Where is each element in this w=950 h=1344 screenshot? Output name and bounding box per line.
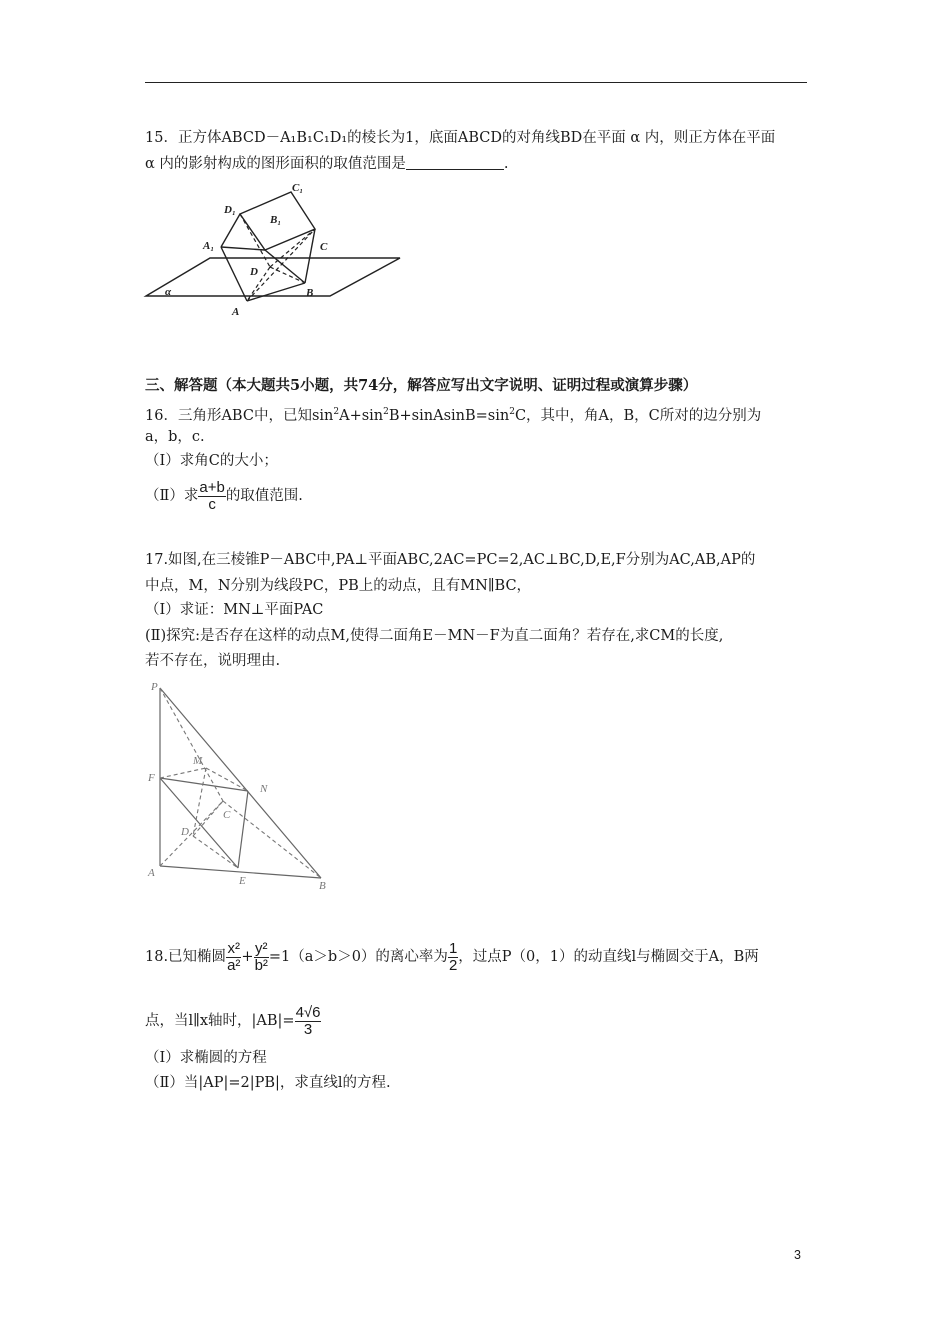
label-C1: C₁ xyxy=(292,183,304,194)
label-B1: B₁ xyxy=(270,214,282,226)
frac-numerator: x² xyxy=(227,939,240,957)
label-E: E xyxy=(239,875,246,887)
q16-sup-c: 2 xyxy=(509,407,515,417)
q18-text-b: =1（a＞b＞0）的离心率为 xyxy=(268,949,448,965)
q18-part2: （Ⅱ）当|AP|=2|PB|，求直线l的方程. xyxy=(145,1075,391,1091)
fraction-x2-over-a2 xyxy=(226,941,241,974)
header-rule xyxy=(145,82,807,83)
page-number: 3 xyxy=(794,1248,801,1262)
label-C: C xyxy=(223,809,231,821)
q16-line2: a，b，c. xyxy=(145,429,205,445)
q16-sup-b: 2 xyxy=(383,407,389,417)
q16-part2-text: （Ⅱ）求 xyxy=(145,488,199,504)
q18-text-a: 18.已知椭圆 xyxy=(145,949,227,965)
section-heading: 三、解答题（本大题共5小题，共74分，解答应写出文字说明、证明过程或演算步骤） xyxy=(145,377,698,394)
q18-part1: （Ⅰ）求椭圆的方程 xyxy=(145,1050,267,1066)
label-D: D xyxy=(250,266,258,278)
q16-part2 xyxy=(145,478,303,514)
q16-sup-a: 2 xyxy=(333,407,340,417)
q18-text-d: 点，当l∥x轴时，|AB|= xyxy=(145,1013,295,1029)
frac-numerator: 1 xyxy=(448,939,458,957)
q18-text-c: ，过点P（0，1）的动直线l与椭圆交于A，B两 xyxy=(458,949,759,965)
fraction-a-plus-b-over-c xyxy=(198,480,225,513)
frac-numerator: 4√6 xyxy=(295,1003,321,1021)
label-P: P xyxy=(151,681,158,693)
frac-numerator: y² xyxy=(254,939,268,957)
q16-part2-end: 的取值范围. xyxy=(225,488,303,504)
label-M: M xyxy=(193,755,203,767)
q16-text-a: 16．三角形ABC中，已知sin xyxy=(145,408,334,424)
label-F: F xyxy=(148,772,155,784)
fraction-one-half xyxy=(448,941,458,974)
frac-denominator: b² xyxy=(254,956,268,974)
label-A: A xyxy=(148,867,155,879)
answer-blank xyxy=(406,155,504,170)
label-alpha: α xyxy=(165,286,172,298)
fraction-y2-over-b2 xyxy=(254,941,269,974)
frac-numerator: a+b xyxy=(199,478,225,496)
q15-line1: 15．正方体ABCD－A₁B₁C₁D₁的棱长为1，底面ABCD的对角线BD在平面 α 内，则正方体在平面 xyxy=(145,130,776,146)
q17-line1: 17.如图,在三棱锥P－ABC中,PA⊥平面ABC,2AC=PC=2,AC⊥BC,D,E,F分别为AC,AB,AP的 xyxy=(145,552,756,568)
plus-sign: + xyxy=(241,949,254,965)
label-C: C xyxy=(320,241,328,253)
q16-text-d: C，其中，角A，B，C所对的边分别为 xyxy=(514,408,762,424)
fraction-4root6-over-3 xyxy=(295,1005,322,1038)
q16-part1: （Ⅰ）求角C的大小； xyxy=(145,453,278,469)
frac-denominator: 3 xyxy=(303,1020,313,1038)
q18-line2 xyxy=(145,998,321,1044)
frac-denominator: c xyxy=(208,495,216,513)
label-N: N xyxy=(260,783,268,795)
tetrahedron-figure xyxy=(143,678,343,893)
q17-part2-line1: (Ⅱ)探究:是否存在这样的动点M,使得二面角E－MN－F为直二面角？若存在,求CM的长度, xyxy=(145,628,724,644)
label-A1: A₁ xyxy=(203,240,215,252)
q16-line1 xyxy=(145,402,761,426)
q15-line2-end: . xyxy=(503,156,509,172)
label-B: B xyxy=(319,880,326,892)
q16-text-b: A+sin xyxy=(339,408,384,424)
frac-denominator: a² xyxy=(227,956,241,974)
label-D: D xyxy=(181,826,189,838)
q17-part1: （Ⅰ）求证：MN⊥平面PAC xyxy=(145,602,324,618)
q17-line2: 中点，M，N分别为线段PC，PB上的动点，且有MN∥BC， xyxy=(145,578,532,594)
cube-figure xyxy=(140,183,410,318)
q16-text-c: B+sinAsinB=sin xyxy=(388,408,510,424)
label-A: A xyxy=(232,306,240,318)
label-B: B xyxy=(306,287,314,299)
q17-part2-line2: 若不存在，说明理由. xyxy=(145,653,281,669)
label-D1: D₁ xyxy=(224,204,236,216)
q18-line1 xyxy=(145,928,759,986)
frac-denominator: 2 xyxy=(448,956,458,974)
q15-line2 xyxy=(145,154,509,174)
q15-line2-text: α 内的影射构成的图形面积的取值范围是 xyxy=(145,156,406,172)
